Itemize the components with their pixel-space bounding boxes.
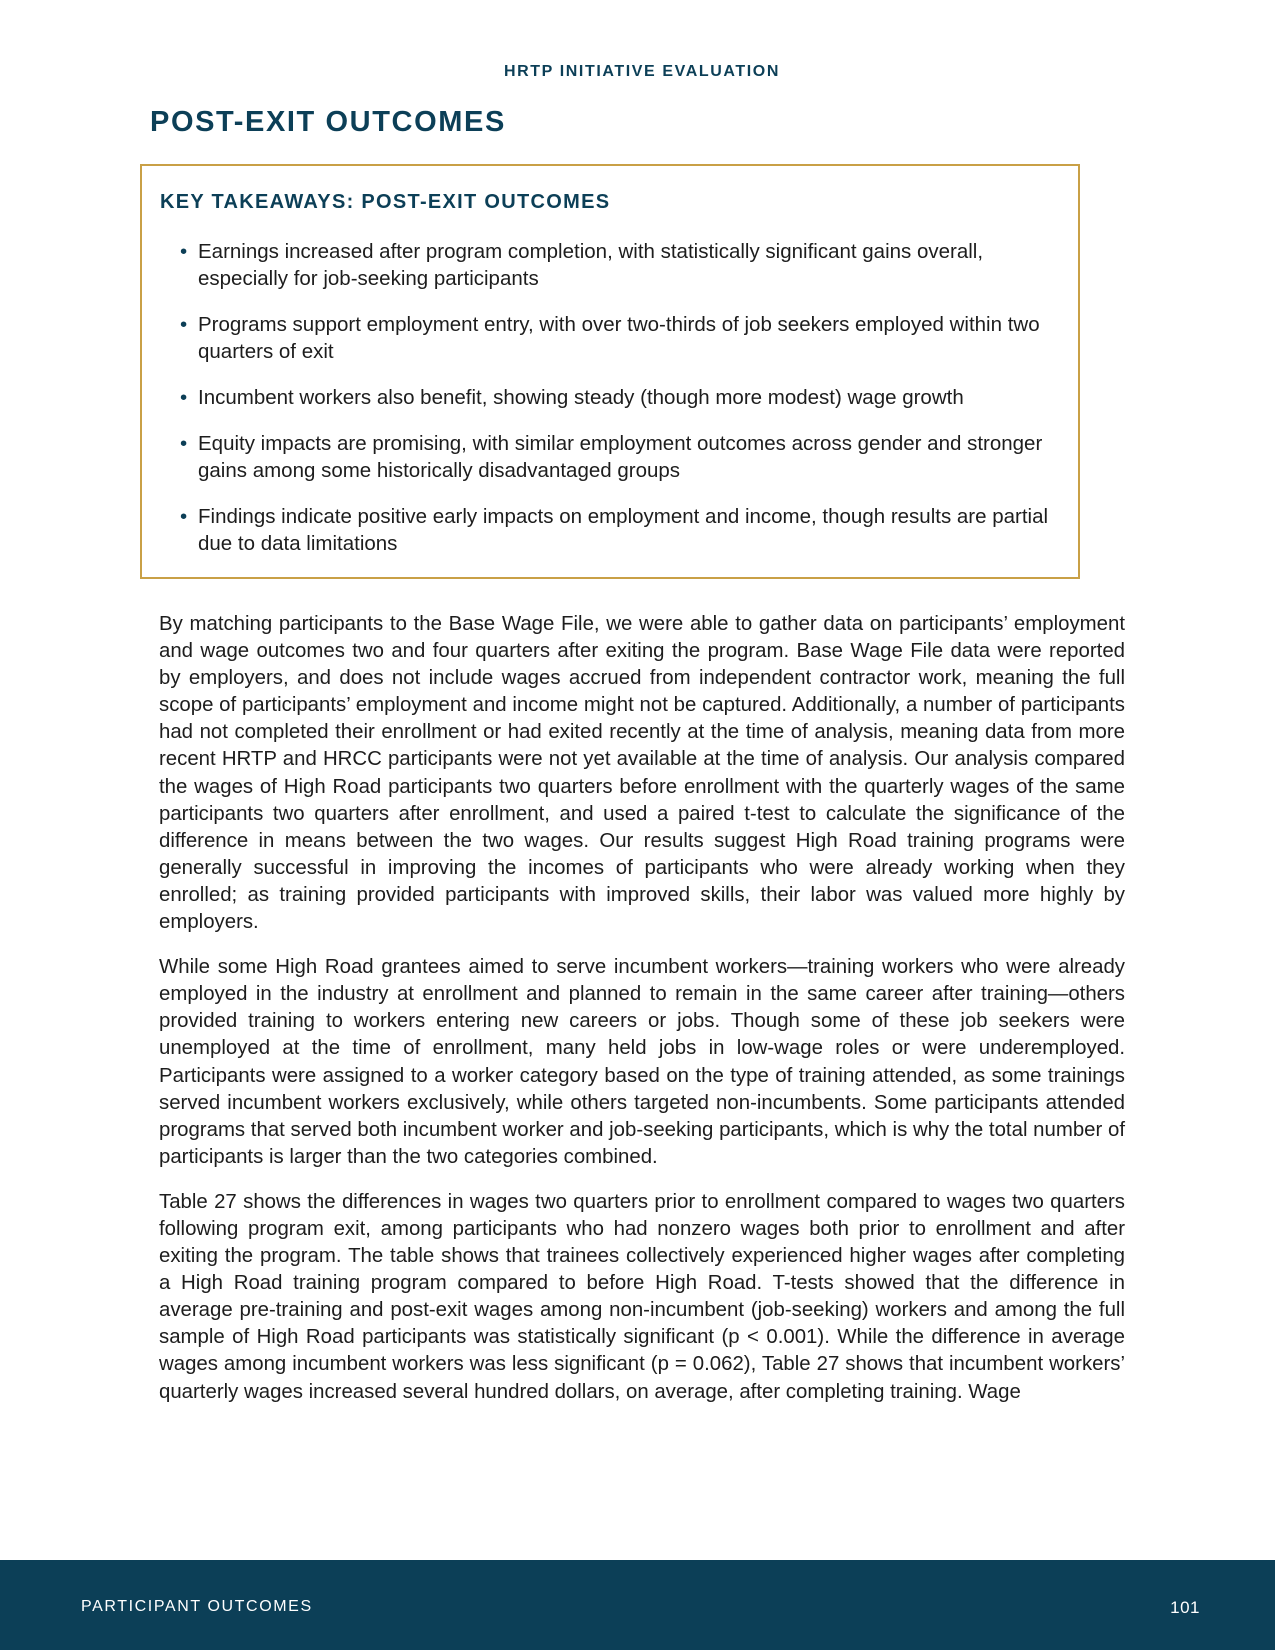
body-text xyxy=(159,611,1125,1424)
takeaway-item: • Findings indicate positive early impacts on employment and income, though results are partial due to data limitations xyxy=(180,503,1070,557)
key-takeaways-box xyxy=(140,164,1080,579)
section-title: POST-EXIT OUTCOMES xyxy=(150,106,506,138)
key-takeaways-title: KEY TAKEAWAYS: POST-EXIT OUTCOMES xyxy=(160,191,611,213)
key-takeaways-list xyxy=(180,238,1070,576)
page-footer xyxy=(0,1560,1275,1650)
body-paragraph: While some High Road grantees aimed to serve incumbent workers—training workers who were already employed in the industry at enrollment and planned to remain in the same career after training—others provided training to workers entering new careers or jobs. Though some of these job seekers were unemployed at the time of enrollment, many held jobs in low-wage roles or were underemployed. Participants were assigned to a worker category based on the type of training attended, as some trainings served incumbent workers exclusively, while others targeted non-incumbents. Some participants attended programs that served both incumbent worker and job-seeking participants, which is why the total number of participants is larger than the two categories combined. xyxy=(159,956,1125,1168)
body-paragraph: Table 27 shows the differences in wages two quarters prior to enrollment compared to wages two quarters following program exit, among participants who had nonzero wages both prior to enrollment and after exiting the program. The table shows that trainees collectively experienced higher wages after completing a High Road training program compared to before High Road. T-tests showed that the difference in average pre-training and post-exit wages among non-incumbent (job-seeking) workers and among the full sample of High Road participants was statistically significant (p < 0.001). While the difference in average wages among incumbent workers was less significant (p = 0.062), Table 27 shows that incumbent workers’ quarterly wages increased several hundred dollars, on average, after completing training. Wage xyxy=(159,1190,1125,1403)
page-number: 101 xyxy=(1170,1598,1200,1617)
body-paragraph: By matching participants to the Base Wage File, we were able to gather data on participants’ employment and wage outcomes two and four quarters after exiting the program. Base Wage File data were reported by employers, and does not include wages accrued from independent contractor work, meaning the full scope of participants’ employment and income might not be captured. Additionally, a number of participants had not completed their enrollment or had exited recently at the time of analysis, meaning data from more recent HRTP and HRCC participants were not yet available at the time of analysis. Our analysis compared the wages of High Road participants two quarters before enrollment with the quarterly wages of the same participants two quarters after enrollment, and used a paired t-test to calculate the significance of the difference in means between the two wages. Our results suggest High Road training programs were generally successful in improving the incomes of participants who were already working when they enrolled; as training provided participants with improved skills, their labor was valued more highly by employers. xyxy=(159,613,1125,934)
takeaway-item: • Programs support employment entry, with over two-thirds of job seekers employed within two quarters of exit xyxy=(180,311,1070,365)
running-header: HRTP INITIATIVE EVALUATION xyxy=(504,63,780,80)
takeaway-item: • Equity impacts are promising, with similar employment outcomes across gender and stronger gains among some historically disadvantaged groups xyxy=(180,430,1070,484)
takeaway-item: • Incumbent workers also benefit, showing steady (though more modest) wage growth xyxy=(180,384,1070,411)
footer-section-label: PARTICIPANT OUTCOMES xyxy=(81,1598,313,1615)
takeaway-item: • Earnings increased after program completion, with statistically significant gains overall, especially for job-seeking participants xyxy=(180,238,1070,292)
